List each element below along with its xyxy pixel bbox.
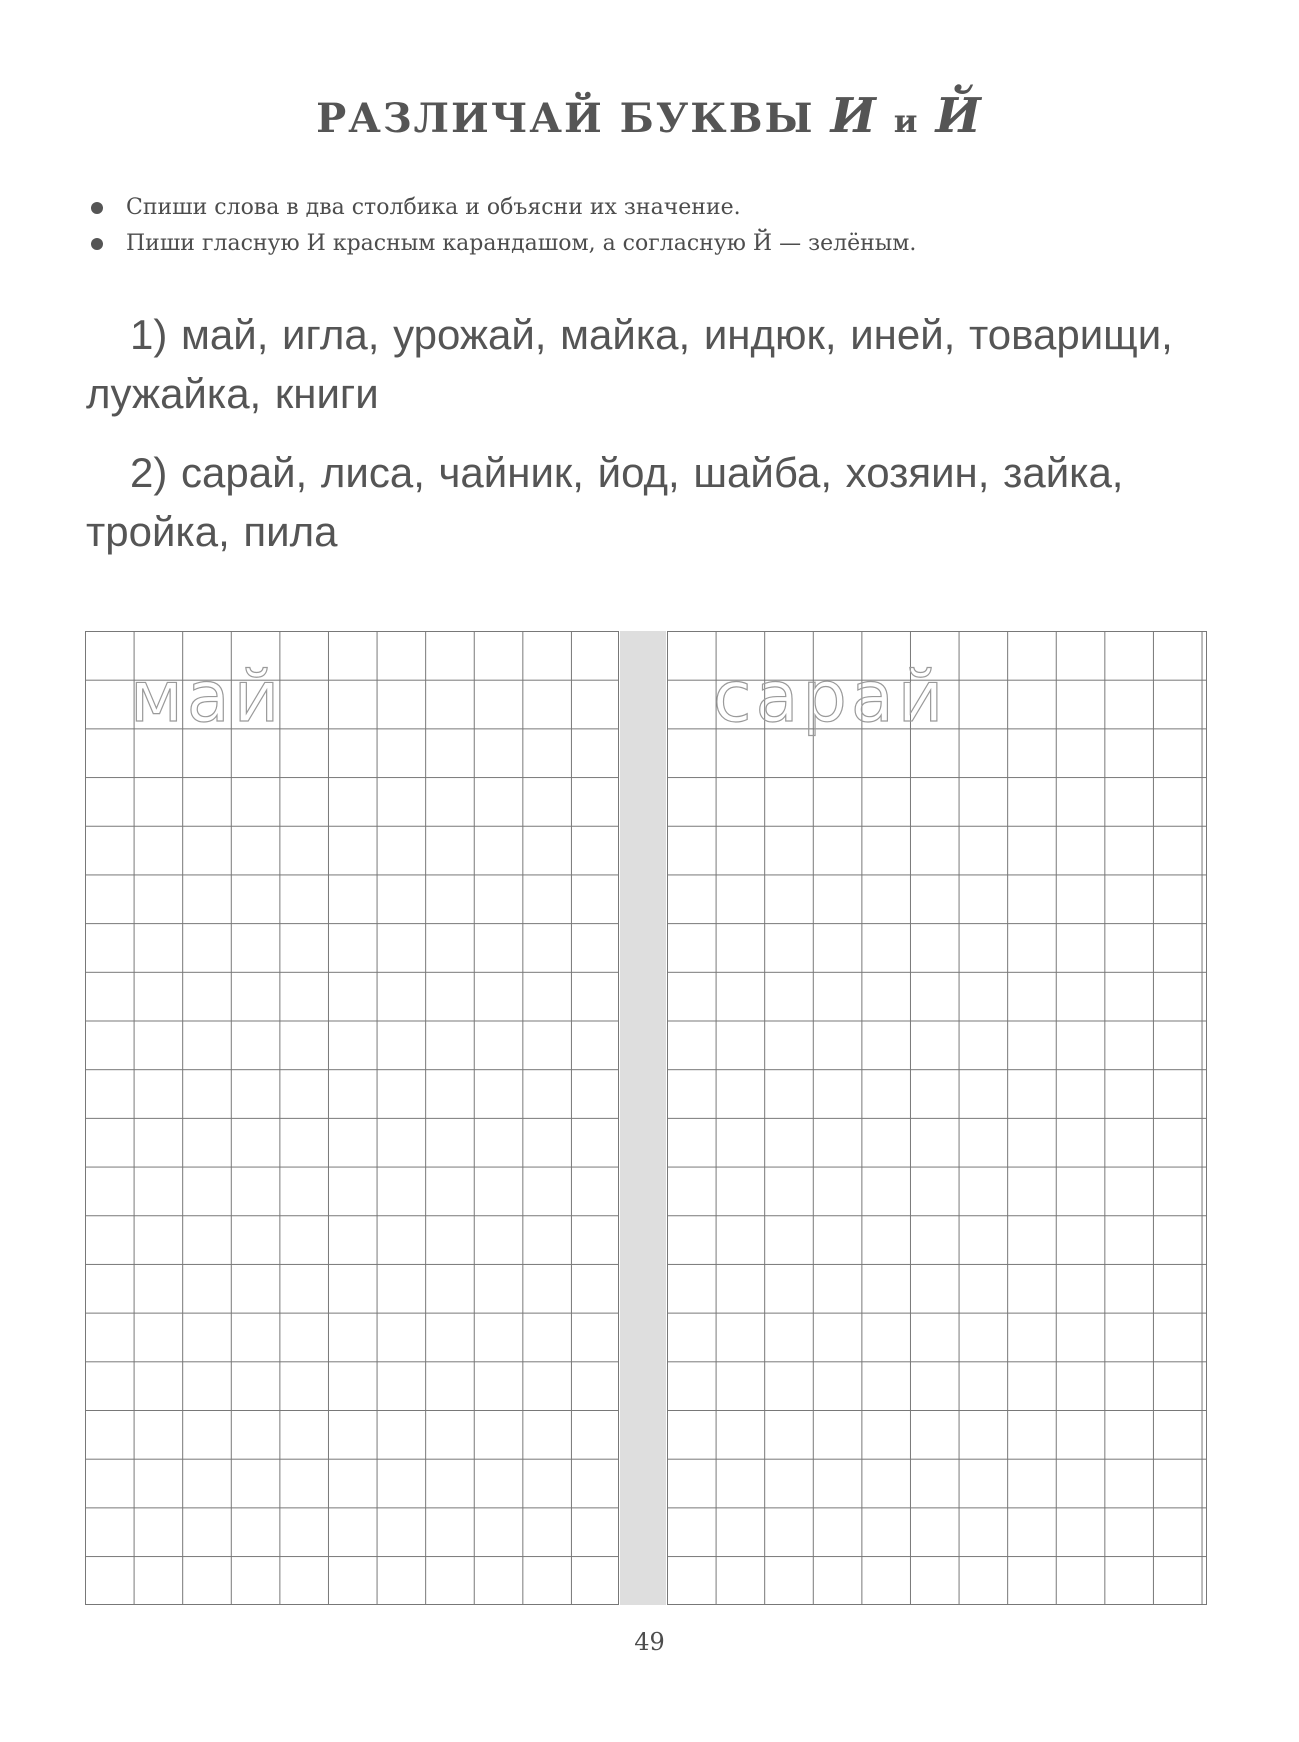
page-title <box>0 88 1299 144</box>
title-letter-i: И <box>830 88 878 144</box>
page-number: 49 <box>634 1628 665 1656</box>
exercise-2-words: 2) сарай, лиса, чайник, йод, шайба, хозяин, зайка, тройка, пила <box>86 449 1124 555</box>
instruction-item <box>88 190 1228 226</box>
right-sample-word: сарай <box>713 656 948 738</box>
left-writing-grid <box>85 631 619 1605</box>
instruction-item <box>88 226 1228 262</box>
title-prefix: РАЗЛИЧАЙ БУКВЫ <box>316 95 815 142</box>
title-conjunction: и <box>893 102 920 140</box>
instructions-list <box>88 190 1228 262</box>
instruction-text: Спиши слова в два столбика и объясни их значение. <box>126 195 741 220</box>
bullet-icon <box>91 238 103 250</box>
column-divider <box>620 631 666 1605</box>
title-letter-short-i: Й <box>935 88 983 144</box>
bullet-icon <box>91 202 103 214</box>
left-sample-word: май <box>130 656 284 738</box>
right-writing-grid <box>667 631 1207 1605</box>
exercise-1-words: 1) май, игла, урожай, майка, индюк, иней, товарищи, лужайка, книги <box>86 311 1173 417</box>
instruction-text: Пиши гласную И красным карандашом, а согласную Й — зелёным. <box>126 231 917 256</box>
